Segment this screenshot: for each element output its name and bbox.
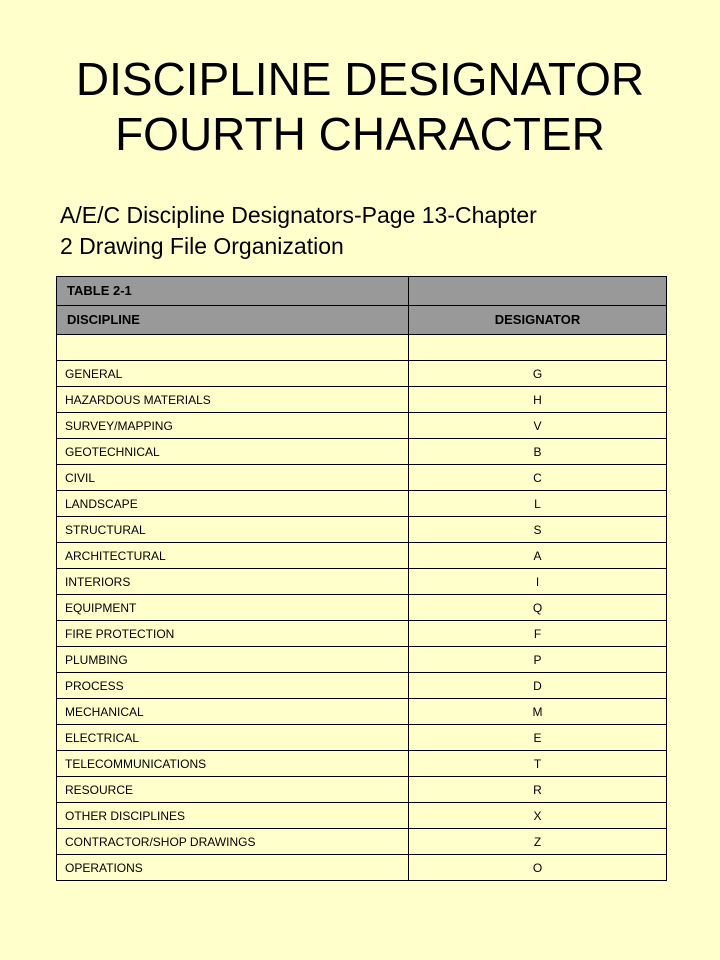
table-row xyxy=(57,725,667,751)
designator-cell: S xyxy=(409,517,667,543)
discipline-cell: FIRE PROTECTION xyxy=(57,621,409,647)
table-row xyxy=(57,491,667,517)
table-row xyxy=(57,569,667,595)
table-row xyxy=(57,413,667,439)
column-header-discipline: DISCIPLINE xyxy=(57,306,409,335)
table-row xyxy=(57,517,667,543)
designator-cell: V xyxy=(409,413,667,439)
table-caption-empty-cell xyxy=(409,277,667,306)
table-row xyxy=(57,543,667,569)
designator-cell: G xyxy=(409,361,667,387)
discipline-cell: INTERIORS xyxy=(57,569,409,595)
discipline-cell: RESOURCE xyxy=(57,777,409,803)
discipline-cell: PLUMBING xyxy=(57,647,409,673)
designator-cell: M xyxy=(409,699,667,725)
table-empty-row xyxy=(57,335,667,361)
designator-cell: O xyxy=(409,855,667,881)
column-header-designator: DESIGNATOR xyxy=(409,306,667,335)
designator-cell: B xyxy=(409,439,667,465)
table-row xyxy=(57,465,667,491)
designator-cell: Q xyxy=(409,595,667,621)
designator-cell: Z xyxy=(409,829,667,855)
empty-cell xyxy=(57,335,409,361)
designator-cell: R xyxy=(409,777,667,803)
designator-cell: D xyxy=(409,673,667,699)
table-row xyxy=(57,621,667,647)
subtitle-line-1: A/E/C Discipline Designators-Page 13-Chapter xyxy=(60,202,537,228)
designator-cell: X xyxy=(409,803,667,829)
designator-cell: I xyxy=(409,569,667,595)
discipline-cell: MECHANICAL xyxy=(57,699,409,725)
designator-cell: H xyxy=(409,387,667,413)
table-caption: TABLE 2-1 xyxy=(57,277,409,306)
discipline-cell: STRUCTURAL xyxy=(57,517,409,543)
table-header-row xyxy=(57,306,667,335)
table-caption-row xyxy=(57,277,667,306)
designator-cell: T xyxy=(409,751,667,777)
table-row xyxy=(57,751,667,777)
table-row xyxy=(57,673,667,699)
discipline-cell: ARCHITECTURAL xyxy=(57,543,409,569)
designator-cell: L xyxy=(409,491,667,517)
page-subtitle xyxy=(60,200,660,262)
discipline-cell: ELECTRICAL xyxy=(57,725,409,751)
table-row xyxy=(57,803,667,829)
discipline-cell: SURVEY/MAPPING xyxy=(57,413,409,439)
discipline-cell: TELECOMMUNICATIONS xyxy=(57,751,409,777)
discipline-cell: LANDSCAPE xyxy=(57,491,409,517)
discipline-cell: GEOTECHNICAL xyxy=(57,439,409,465)
designator-cell: C xyxy=(409,465,667,491)
designator-cell: F xyxy=(409,621,667,647)
discipline-cell: EQUIPMENT xyxy=(57,595,409,621)
table-row xyxy=(57,647,667,673)
subtitle-line-2: 2 Drawing File Organization xyxy=(60,233,344,259)
table-row xyxy=(57,699,667,725)
table-row xyxy=(57,777,667,803)
title-line-2: FOURTH CHARACTER xyxy=(115,108,605,160)
discipline-cell: OPERATIONS xyxy=(57,855,409,881)
discipline-cell: CIVIL xyxy=(57,465,409,491)
page-title xyxy=(0,52,720,162)
table-row xyxy=(57,595,667,621)
table-row xyxy=(57,439,667,465)
discipline-cell: HAZARDOUS MATERIALS xyxy=(57,387,409,413)
designator-cell: P xyxy=(409,647,667,673)
discipline-cell: PROCESS xyxy=(57,673,409,699)
designator-table xyxy=(56,276,667,881)
discipline-cell: CONTRACTOR/SHOP DRAWINGS xyxy=(57,829,409,855)
table-row xyxy=(57,855,667,881)
table-row xyxy=(57,361,667,387)
table-row xyxy=(57,387,667,413)
designator-cell: E xyxy=(409,725,667,751)
designator-cell: A xyxy=(409,543,667,569)
table-row xyxy=(57,829,667,855)
discipline-cell: OTHER DISCIPLINES xyxy=(57,803,409,829)
title-line-1: DISCIPLINE DESIGNATOR xyxy=(75,53,645,105)
discipline-cell: GENERAL xyxy=(57,361,409,387)
empty-cell xyxy=(409,335,667,361)
